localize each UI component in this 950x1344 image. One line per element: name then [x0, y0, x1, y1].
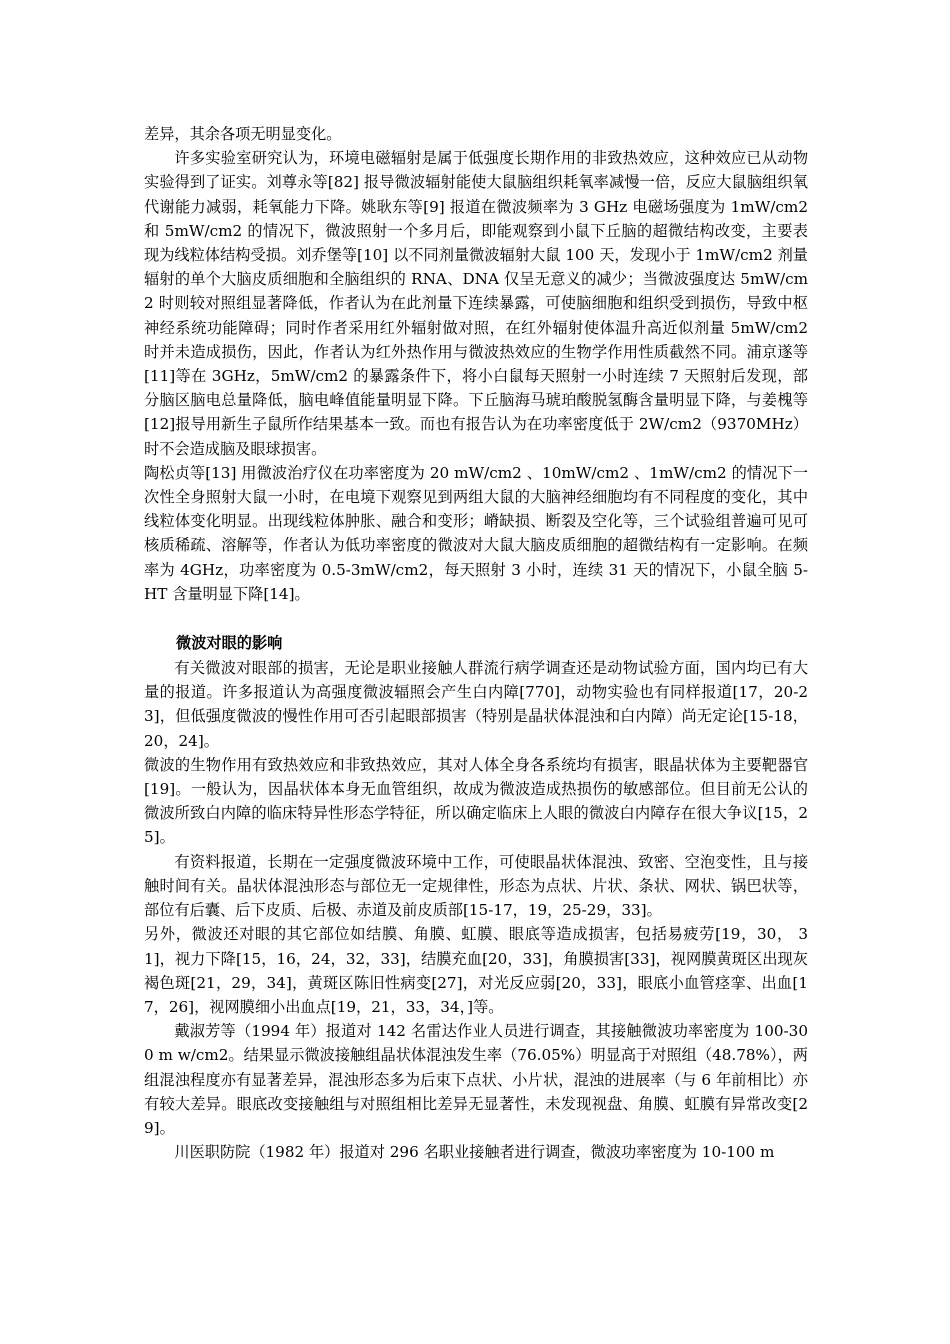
section-spacer — [144, 606, 808, 630]
paragraph-continuation: 差异，其余各项无明显变化。 — [144, 125, 342, 143]
paragraph-nonthermal-effects: 许多实验室研究认为，环境电磁辐射是属于低强度长期作用的非致热效应，这种效应已从动物实验得到了证实。刘尊永等[82] 报导微波辐射能使大鼠脑组织耗氧率减慢一倍，反应大鼠脑组织氧代谢能力减弱，耗氧能力下降。姚耿东等[9] 报道在微波频率为 3 GHz 电磁场强度为 1mW/cm2 和 5mW/cm2 的情况下，微波照射一个多月后，即能观察到小鼠下丘脑的超微结构改变，主要表现为线粒体结构受损。刘乔堡等[10] 以不同剂量微波辐射大鼠 100 天，发现小于 1mW/cm2 剂量辐射的单个大脑皮质细胞和全脑组织的 RNA、DNA 仅呈无意义的减少；当微波强度达 5mW/cm2 时则较对照组显著降低，作者认为在此剂量下连续暴露，可使脑细胞和组织受到损伤，导致中枢神经系统功能障碍；同时作者采用红外辐射做对照，在红外辐射使体温升高近似剂量 5mW/cm2 时并未造成损伤，因此，作者认为红外热作用与微波热效应的生物学作用性质截然不同。浦京遂等[11]等在 3GHz，5mW/cm2 的暴露条件下，将小白鼠每天照射一小时连续 7 天照射后发现，部分脑区脑电总量降低，脑电峰值能量明显下降。下丘脑海马琥珀酸脱氢酶含量明显下降，与姜槐等[12]报导用新生子鼠所作结果基本一致。而也有报告认为在功率密度低于 2W/cm2（9370MHz）时不会造成脑及眼球损害。 — [144, 149, 808, 458]
paragraph-sichuan-study: 川医职防院（1982 年）报道对 296 名职业接触者进行调查，微波功率密度为 10-100 m — [174, 1143, 775, 1162]
paragraph-biological-effects: 微波的生物作用有致热效应和非致热效应，其对人体全身各系统均有损害，眼晶状体为主要靶器官[19]。一般认为，因晶状体本身无血管组织，故成为微波造成热损伤的敏感部位。但目前无公认的微波所致白内障的临床特异性形态学特征，所以确定临床上人眼的微波白内障存在很大争议[15，25]。 — [144, 755, 808, 847]
paragraph-other-eye-damage: 另外，微波还对眼的其它部位如结膜、角膜、虹膜、眼底等造成损害，包括易疲劳[19，30， 31]，视力下降[15，16，24，32，33]，结膜充血[20，33]，角膜损害[33]，视网膜黄斑区出现灰褐色斑[21，29，34]，黄斑区陈旧性病变[27]，对光反应弱[20，33]，眼底小血管痉挛、出血[17，26]，视网膜细小出血点[19，21，33，34，]等。 — [144, 925, 808, 1016]
section-heading: 微波对眼的影响 — [176, 634, 283, 653]
document-page — [144, 122, 808, 1164]
paragraph-dai-shufang-study: 戴淑芳等（1994 年）报道对 142 名雷达作业人员进行调查，其接触微波功率密度为 100-300 m w/cm2。结果显示微波接触组晶状体混浊发生率（76.05%）明显高于对照组（48.78%），两组混浊程度亦有显著差异，混浊形态多为后束下点状、小片状，混浊的进展率（与 6 年前相比）亦有较大差异。眼底改变接触组与对照组相比差异无显著性，未发现视盘、角膜、虹膜有异常改变[29]。 — [144, 1022, 808, 1137]
paragraph-tao-songzhen-study: 陶松贞等[13] 用微波治疗仪在功率密度为 20 mW/cm2 、10mW/cm2 、1mW/cm2 的情况下一次性全身照射大鼠一小时，在电境下观察见到两组大鼠的大脑神经细胞均有不同程度的变化，其中线粒体变化明显。出现线粒体肿胀、融合和变形；嵴缺损、断裂及空化等，三个试验组普遍可见可核质稀疏、溶解等，作者认为低功率密度的微波对大鼠大脑皮质细胞的超微结构有一定影响。在频率为 4GHz，功率密度为 0.5-3mW/cm2，每天照射 3 小时，连续 31 天的情况下，小鼠全脑 5-HT 含量明显下降[14]。 — [144, 463, 808, 603]
paragraph-lens-opacity: 有资料报道，长期在一定强度微波环境中工作，可使眼晶状体混浊、致密、空泡变性，且与接触时间有关。晶状体混浊形态与部位无一定规律性，形态为点状、片状、条状、网状、锅巴状等，部位有后囊、后下皮质、后极、赤道及前皮质部[15-17，19，25-29，33]。 — [144, 852, 808, 920]
paragraph-eye-damage-reports: 有关微波对眼部的损害，无论是职业接触人群流行病学调查还是动物试验方面，国内均已有大量的报道。许多报道认为高强度微波辐照会产生白内障[770]，动物实验也有同样报道[17，20-23]，但低强度微波的慢性作用可否引起眼部损害（特别是晶状体混浊和白内障）尚无定论[15-18，20，24]。 — [144, 659, 808, 750]
